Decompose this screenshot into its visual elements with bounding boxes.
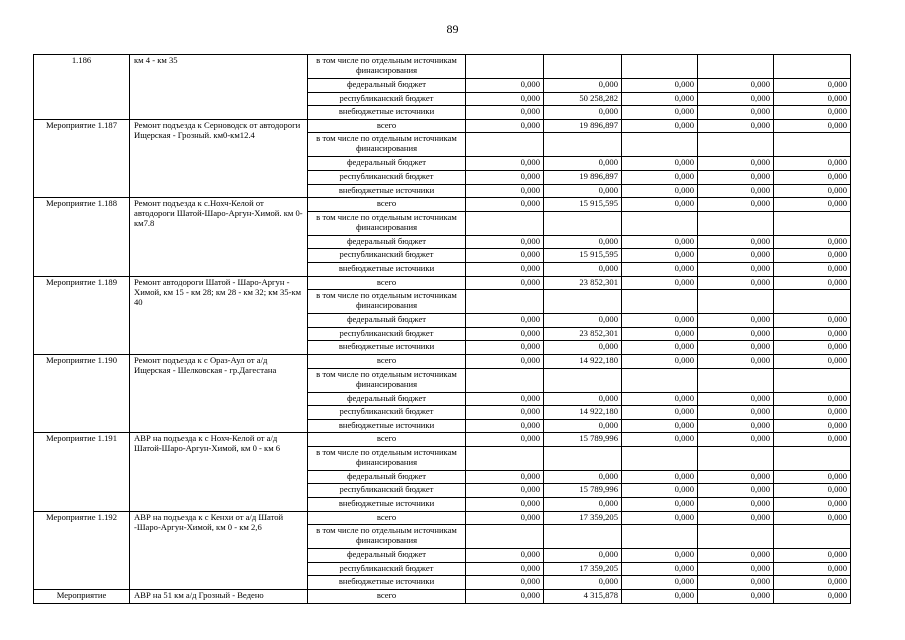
amount-cell: 0,000 [622, 79, 698, 93]
amount-cell: 0,000 [622, 235, 698, 249]
amount-cell: 0,000 [466, 498, 544, 512]
amount-cell [698, 368, 774, 392]
funding-source: республиканский бюджет [308, 562, 466, 576]
amount-cell: 0,000 [466, 249, 544, 263]
funding-source: федеральный бюджет [308, 549, 466, 563]
funding-source: республиканский бюджет [308, 327, 466, 341]
measure-id: 1.186 [34, 55, 130, 120]
funding-source: всего [308, 433, 466, 447]
measure-id: Мероприятие 1.190 [34, 354, 130, 432]
amount-cell: 0,000 [698, 549, 774, 563]
amount-cell: 0,000 [466, 576, 544, 590]
amount-cell: 0,000 [466, 562, 544, 576]
amount-cell: 0,000 [466, 262, 544, 276]
amount-cell: 0,000 [774, 576, 851, 590]
amount-cell: 0,000 [466, 470, 544, 484]
amount-cell: 0,000 [466, 549, 544, 563]
amount-cell [466, 211, 544, 235]
amount-cell: 0,000 [622, 262, 698, 276]
amount-cell [774, 368, 851, 392]
amount-cell: 0,000 [698, 576, 774, 590]
amount-cell: 0,000 [466, 184, 544, 198]
amount-cell: 0,000 [466, 170, 544, 184]
amount-cell: 0,000 [698, 262, 774, 276]
amount-cell: 0,000 [622, 119, 698, 133]
funding-source: внебюджетные источники [308, 262, 466, 276]
amount-cell [544, 368, 622, 392]
amount-cell [466, 133, 544, 157]
amount-cell: 0,000 [622, 419, 698, 433]
amount-cell: 14 922,180 [544, 406, 622, 420]
funding-source: федеральный бюджет [308, 392, 466, 406]
funding-source: внебюджетные источники [308, 419, 466, 433]
amount-cell: 0,000 [698, 314, 774, 328]
amount-cell: 0,000 [466, 119, 544, 133]
measure-name: Ремонт подъезда к с Ораз-Аул от а/д Ищерская - Шелковская - гр.Дагестана [130, 354, 308, 432]
amount-cell [774, 211, 851, 235]
amount-cell: 0,000 [544, 262, 622, 276]
amount-cell: 0,000 [774, 235, 851, 249]
amount-cell: 0,000 [466, 433, 544, 447]
funding-source: республиканский бюджет [308, 170, 466, 184]
amount-cell: 0,000 [466, 276, 544, 290]
amount-cell: 0,000 [466, 327, 544, 341]
funding-source: внебюджетные источники [308, 498, 466, 512]
amount-cell: 0,000 [698, 392, 774, 406]
amount-cell: 0,000 [466, 79, 544, 93]
funding-source: внебюджетные источники [308, 106, 466, 120]
amount-cell: 0,000 [466, 341, 544, 355]
amount-cell: 0,000 [774, 249, 851, 263]
amount-cell: 0,000 [698, 484, 774, 498]
amount-cell: 0,000 [622, 392, 698, 406]
table-row [34, 276, 851, 290]
amount-cell: 0,000 [622, 276, 698, 290]
amount-cell: 0,000 [622, 92, 698, 106]
amount-cell: 0,000 [466, 235, 544, 249]
funding-source: внебюджетные источники [308, 341, 466, 355]
amount-cell: 0,000 [774, 406, 851, 420]
amount-cell: 0,000 [544, 314, 622, 328]
amount-cell: 0,000 [774, 549, 851, 563]
funding-source: федеральный бюджет [308, 470, 466, 484]
amount-cell: 0,000 [774, 276, 851, 290]
amount-cell [466, 446, 544, 470]
amount-cell: 0,000 [466, 92, 544, 106]
amount-cell: 0,000 [622, 341, 698, 355]
table-row [34, 198, 851, 212]
amount-cell: 0,000 [698, 470, 774, 484]
amount-cell [698, 211, 774, 235]
funding-source: в том числе по отдельным источникам финансирования [308, 290, 466, 314]
amount-cell: 0,000 [698, 198, 774, 212]
funding-source: всего [308, 276, 466, 290]
amount-cell: 0,000 [774, 511, 851, 525]
amount-cell: 0,000 [466, 314, 544, 328]
amount-cell: 0,000 [544, 470, 622, 484]
amount-cell [466, 525, 544, 549]
amount-cell [544, 525, 622, 549]
funding-source: внебюджетные источники [308, 184, 466, 198]
amount-cell: 0,000 [622, 184, 698, 198]
amount-cell: 19 896,897 [544, 119, 622, 133]
amount-cell: 0,000 [698, 406, 774, 420]
amount-cell: 0,000 [698, 498, 774, 512]
amount-cell: 0,000 [622, 106, 698, 120]
amount-cell: 0,000 [698, 341, 774, 355]
measure-name: км 4 - км 35 [130, 55, 308, 120]
measure-name: Ремонт подъезда к Серноводск от автодороги Ищерская - Грозный. км0-км12.4 [130, 119, 308, 197]
funding-source: федеральный бюджет [308, 79, 466, 93]
amount-cell: 0,000 [544, 106, 622, 120]
amount-cell: 0,000 [698, 249, 774, 263]
amount-cell [544, 290, 622, 314]
amount-cell: 0,000 [622, 511, 698, 525]
amount-cell: 0,000 [774, 354, 851, 368]
amount-cell: 0,000 [622, 157, 698, 171]
amount-cell [774, 290, 851, 314]
amount-cell: 0,000 [774, 184, 851, 198]
amount-cell: 0,000 [622, 562, 698, 576]
amount-cell: 0,000 [698, 235, 774, 249]
funding-source: внебюджетные источники [308, 576, 466, 590]
amount-cell: 0,000 [774, 170, 851, 184]
amount-cell: 0,000 [774, 470, 851, 484]
amount-cell: 0,000 [698, 92, 774, 106]
amount-cell: 0,000 [544, 341, 622, 355]
amount-cell: 0,000 [774, 327, 851, 341]
amount-cell [622, 290, 698, 314]
amount-cell [774, 446, 851, 470]
amount-cell: 0,000 [622, 249, 698, 263]
funding-source: в том числе по отдельным источникам финансирования [308, 525, 466, 549]
amount-cell: 0,000 [698, 157, 774, 171]
funding-source: федеральный бюджет [308, 157, 466, 171]
amount-cell [622, 368, 698, 392]
amount-cell [698, 290, 774, 314]
amount-cell: 0,000 [774, 198, 851, 212]
funding-source: республиканский бюджет [308, 249, 466, 263]
table-row [34, 55, 851, 79]
funding-table [33, 54, 851, 604]
amount-cell: 0,000 [698, 276, 774, 290]
amount-cell [698, 446, 774, 470]
amount-cell [622, 446, 698, 470]
measure-id: Мероприятие 1.188 [34, 198, 130, 276]
amount-cell: 0,000 [774, 498, 851, 512]
amount-cell: 0,000 [774, 392, 851, 406]
amount-cell: 0,000 [698, 170, 774, 184]
amount-cell: 0,000 [622, 576, 698, 590]
amount-cell: 0,000 [774, 92, 851, 106]
amount-cell: 0,000 [622, 484, 698, 498]
measure-name: АВР на 51 км а/д Грозный - Ведено [130, 590, 308, 604]
table-row [34, 433, 851, 447]
funding-source: федеральный бюджет [308, 314, 466, 328]
amount-cell: 0,000 [622, 470, 698, 484]
amount-cell: 0,000 [698, 511, 774, 525]
amount-cell: 15 789,996 [544, 484, 622, 498]
amount-cell [544, 55, 622, 79]
amount-cell: 0,000 [774, 433, 851, 447]
amount-cell [622, 525, 698, 549]
amount-cell [466, 55, 544, 79]
amount-cell: 0,000 [466, 354, 544, 368]
funding-source: в том числе по отдельным источникам финансирования [308, 55, 466, 79]
funding-source: всего [308, 354, 466, 368]
amount-cell: 0,000 [466, 511, 544, 525]
amount-cell: 15 915,595 [544, 249, 622, 263]
measure-name: Ремонт подъезда к с.Нохч-Келой от автодороги Шатой-Шаро-Аргун-Химой. км 0-км7.8 [130, 198, 308, 276]
amount-cell: 0,000 [466, 198, 544, 212]
measure-id: Мероприятие 1.187 [34, 119, 130, 197]
funding-source: всего [308, 198, 466, 212]
amount-cell: 14 922,180 [544, 354, 622, 368]
amount-cell: 0,000 [622, 406, 698, 420]
amount-cell [774, 133, 851, 157]
amount-cell: 23 852,301 [544, 327, 622, 341]
amount-cell [774, 55, 851, 79]
funding-source: федеральный бюджет [308, 235, 466, 249]
funding-source: республиканский бюджет [308, 92, 466, 106]
amount-cell [698, 525, 774, 549]
amount-cell: 0,000 [466, 590, 544, 604]
amount-cell [466, 368, 544, 392]
amount-cell: 50 258,282 [544, 92, 622, 106]
amount-cell: 23 852,301 [544, 276, 622, 290]
amount-cell [466, 290, 544, 314]
amount-cell: 0,000 [774, 79, 851, 93]
amount-cell: 0,000 [544, 549, 622, 563]
amount-cell: 0,000 [544, 392, 622, 406]
amount-cell: 0,000 [698, 354, 774, 368]
amount-cell: 0,000 [774, 157, 851, 171]
amount-cell: 0,000 [698, 562, 774, 576]
amount-cell: 4 315,878 [544, 590, 622, 604]
amount-cell: 17 359,205 [544, 562, 622, 576]
amount-cell: 0,000 [698, 433, 774, 447]
measure-name: АВР на подъезда к с Нохч-Келой от а/д Шатой-Шаро-Аргун-Химой, км 0 - км 6 [130, 433, 308, 511]
amount-cell [698, 133, 774, 157]
amount-cell: 0,000 [774, 262, 851, 276]
amount-cell: 0,000 [544, 419, 622, 433]
amount-cell: 0,000 [544, 576, 622, 590]
amount-cell: 15 789,996 [544, 433, 622, 447]
amount-cell: 0,000 [466, 419, 544, 433]
table-row [34, 590, 851, 604]
amount-cell [774, 525, 851, 549]
amount-cell: 0,000 [698, 184, 774, 198]
amount-cell: 0,000 [622, 354, 698, 368]
amount-cell: 0,000 [774, 341, 851, 355]
amount-cell [544, 446, 622, 470]
amount-cell: 19 896,897 [544, 170, 622, 184]
funding-source: в том числе по отдельным источникам финансирования [308, 368, 466, 392]
amount-cell: 0,000 [698, 79, 774, 93]
amount-cell: 0,000 [622, 549, 698, 563]
amount-cell: 0,000 [622, 498, 698, 512]
amount-cell: 0,000 [698, 590, 774, 604]
table-row [34, 511, 851, 525]
amount-cell: 0,000 [466, 406, 544, 420]
amount-cell: 0,000 [466, 392, 544, 406]
amount-cell: 0,000 [774, 484, 851, 498]
amount-cell: 0,000 [698, 106, 774, 120]
amount-cell: 0,000 [774, 562, 851, 576]
funding-table-body [34, 55, 851, 604]
amount-cell: 0,000 [466, 484, 544, 498]
funding-source: в том числе по отдельным источникам финансирования [308, 211, 466, 235]
table-row [34, 119, 851, 133]
amount-cell: 0,000 [544, 157, 622, 171]
amount-cell [622, 55, 698, 79]
table-row [34, 354, 851, 368]
amount-cell [622, 211, 698, 235]
amount-cell: 0,000 [622, 327, 698, 341]
amount-cell: 0,000 [698, 119, 774, 133]
amount-cell: 0,000 [622, 170, 698, 184]
funding-source: всего [308, 511, 466, 525]
amount-cell: 0,000 [466, 157, 544, 171]
amount-cell: 0,000 [544, 184, 622, 198]
amount-cell [544, 211, 622, 235]
amount-cell [698, 55, 774, 79]
funding-source: всего [308, 119, 466, 133]
amount-cell: 0,000 [622, 198, 698, 212]
amount-cell: 0,000 [622, 314, 698, 328]
amount-cell: 0,000 [698, 419, 774, 433]
amount-cell: 15 915,595 [544, 198, 622, 212]
amount-cell: 17 359,205 [544, 511, 622, 525]
page-number: 89 [446, 22, 459, 36]
amount-cell: 0,000 [622, 590, 698, 604]
funding-source: всего [308, 590, 466, 604]
measure-id: Мероприятие 1.189 [34, 276, 130, 354]
measure-id: Мероприятие 1.192 [34, 511, 130, 589]
amount-cell: 0,000 [698, 327, 774, 341]
amount-cell [622, 133, 698, 157]
amount-cell: 0,000 [774, 119, 851, 133]
measure-name: АВР на подъезда к с Кенхи от а/д Шатой -Шаро-Аргун-Химой, км 0 - км 2,6 [130, 511, 308, 589]
amount-cell: 0,000 [544, 79, 622, 93]
amount-cell: 0,000 [774, 314, 851, 328]
amount-cell: 0,000 [774, 590, 851, 604]
measure-name: Ремонт автодороги Шатой - Шаро-Аргун - Химой, км 15 - км 28; км 28 - км 32; км 35-км 40 [130, 276, 308, 354]
funding-source: в том числе по отдельным источникам финансирования [308, 133, 466, 157]
amount-cell: 0,000 [466, 106, 544, 120]
measure-id: Мероприятие [34, 590, 130, 604]
amount-cell: 0,000 [774, 106, 851, 120]
amount-cell [544, 133, 622, 157]
amount-cell: 0,000 [544, 235, 622, 249]
funding-source: в том числе по отдельным источникам финансирования [308, 446, 466, 470]
funding-source: республиканский бюджет [308, 484, 466, 498]
amount-cell: 0,000 [544, 498, 622, 512]
funding-source: республиканский бюджет [308, 406, 466, 420]
measure-id: Мероприятие 1.191 [34, 433, 130, 511]
amount-cell: 0,000 [622, 433, 698, 447]
amount-cell: 0,000 [774, 419, 851, 433]
